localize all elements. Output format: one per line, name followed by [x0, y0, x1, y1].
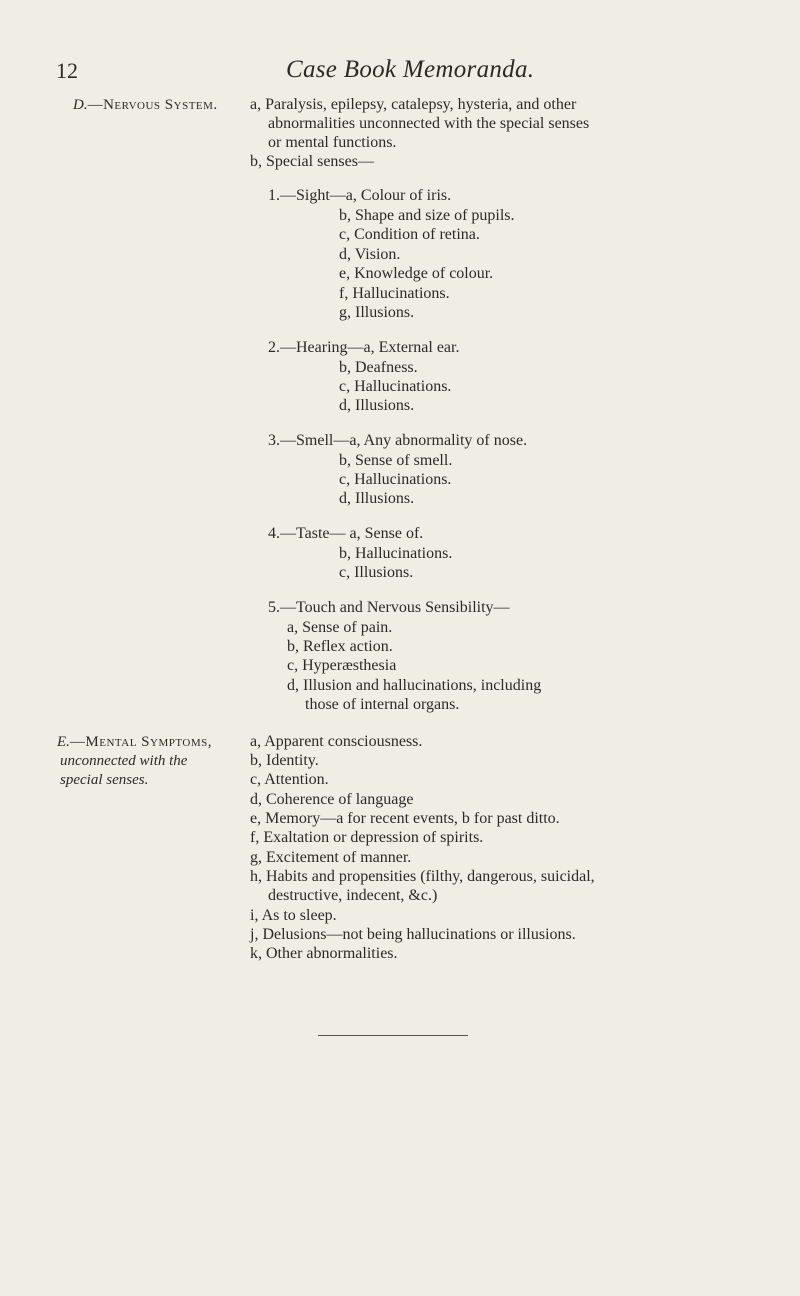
touch-line: 5.—Touch and Nervous Sensibility—: [268, 599, 510, 616]
taste-line: 4.—Taste— a, Sense of.: [268, 525, 424, 542]
touch-line: those of internal organs.: [305, 696, 460, 713]
text-line: a, Paralysis, epilepsy, catalepsy, hysteria, and other: [250, 96, 577, 113]
running-head: Case Book Memoranda.: [286, 56, 535, 83]
section-e-label: [57, 733, 212, 790]
smell-line: c, Hallucinations.: [339, 471, 452, 488]
smell-line: b, Sense of smell.: [339, 452, 453, 469]
mental-line: k, Other abnormalities.: [250, 945, 398, 962]
hearing-line: c, Hallucinations.: [339, 378, 452, 395]
section-subtitle: special senses.: [60, 772, 149, 788]
text-line: b, Special senses—: [250, 153, 374, 170]
section-letter: D.: [73, 97, 88, 113]
sight-line: g, Illusions.: [339, 304, 415, 321]
hearing-line: b, Deafness.: [339, 359, 418, 376]
sight-line: f, Hallucinations.: [339, 285, 450, 302]
sight-line: 1.—Sight—a, Colour of iris.: [268, 187, 452, 204]
smell-line: 3.—Smell—a, Any abnormality of nose.: [268, 432, 528, 449]
taste-line: c, Illusions.: [339, 564, 414, 581]
mental-line: e, Memory—a for recent events, b for past ditto.: [250, 810, 560, 827]
page-number: 12: [56, 58, 78, 83]
hearing-line: 2.—Hearing—a, External ear.: [268, 339, 460, 356]
mental-line: i, As to sleep.: [250, 907, 337, 924]
mental-line: a, Apparent consciousness.: [250, 733, 423, 750]
sight-line: d, Vision.: [339, 246, 401, 263]
section-title: —Nervous System.: [87, 97, 218, 113]
touch-line: d, Illusion and hallucinations, including: [287, 677, 542, 694]
mental-line: h, Habits and propensities (filthy, dangerous, suicidal,: [250, 868, 595, 885]
section-subtitle: unconnected with the: [60, 753, 188, 769]
sight-line: c, Condition of retina.: [339, 226, 480, 243]
text-line: abnormalities unconnected with the special senses: [268, 115, 590, 132]
sight-line: e, Knowledge of colour.: [339, 265, 494, 282]
touch-line: a, Sense of pain.: [287, 619, 393, 636]
mental-line: g, Excitement of manner.: [250, 849, 412, 866]
section-d-label: [73, 96, 218, 115]
mental-line: b, Identity.: [250, 752, 319, 769]
touch-line: b, Reflex action.: [287, 638, 393, 655]
footer-rule: [318, 1035, 468, 1036]
text-line: or mental functions.: [268, 134, 397, 151]
touch-line: c, Hyperæsthesia: [287, 657, 397, 674]
mental-line: destructive, indecent, &c.): [268, 887, 438, 904]
taste-line: b, Hallucinations.: [339, 545, 453, 562]
mental-line: c, Attention.: [250, 771, 329, 788]
smell-line: d, Illusions.: [339, 490, 415, 507]
sight-line: b, Shape and size of pupils.: [339, 207, 515, 224]
mental-line: f, Exaltation or depression of spirits.: [250, 829, 484, 846]
mental-line: j, Delusions—not being hallucinations or illusions.: [250, 926, 576, 943]
mental-line: d, Coherence of language: [250, 791, 414, 808]
section-letter: E.: [57, 734, 70, 750]
section-title: —Mental Symptoms,: [69, 734, 212, 750]
hearing-line: d, Illusions.: [339, 397, 415, 414]
